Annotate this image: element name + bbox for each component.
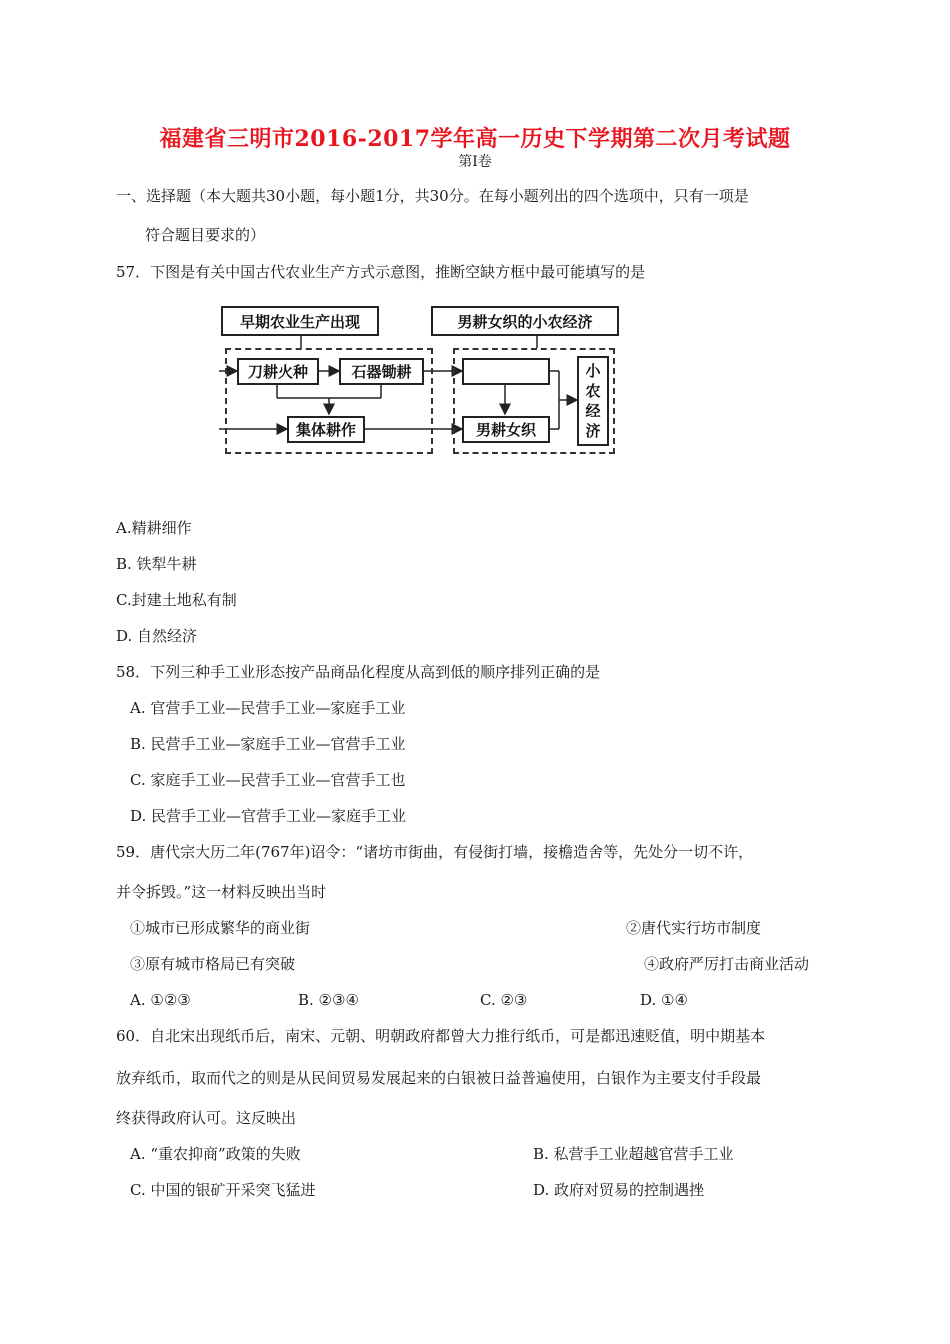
q59-option-a: A. ①②③ xyxy=(130,991,191,1009)
q59-option-c: C. ②③ xyxy=(480,991,528,1009)
diagram-box-collective-farming: 集体耕作 xyxy=(287,416,365,443)
q58-option-d: D. 民营手工业—官营手工业—家庭手工业 xyxy=(130,807,407,825)
q57-option-b: B. 铁犁牛耕 xyxy=(116,555,197,573)
q59-option-b: B. ②③④ xyxy=(298,991,359,1009)
q57-option-d: D. 自然经济 xyxy=(116,627,198,645)
q57-stem: 57．下图是有关中国古代农业生产方式示意图，推断空缺方框中最可能填写的是 xyxy=(116,263,646,281)
diagram-box-stone-hoe: 石器锄耕 xyxy=(339,358,424,385)
q60-stem-line2: 放弃纸币，取而代之的则是从民间贸易发展起来的白银被日益普遍使用，白银作为主要支付手段最 xyxy=(116,1069,762,1087)
q59-stem-line1: 59．唐代宗大历二年(767年)诏令：“诸坊市街曲，有侵街打墙，接檐造舍等，先处分一切不许， xyxy=(116,843,754,861)
diagram-box-early-agriculture: 早期农业生产出现 xyxy=(221,306,379,336)
section-instruction-line1: 一、选择题（本大题共30小题，每小题1分，共30分。在每小题列出的四个选项中，只有一项是 xyxy=(116,187,749,205)
diagram-box-men-farm-women-weave: 男耕女织 xyxy=(462,416,550,443)
q59-item-1: ①城市已形成繁华的商业街 xyxy=(130,919,311,937)
vertical-char: 经 xyxy=(585,402,601,420)
vertical-char: 小 xyxy=(585,362,601,380)
q59-item-4: ④政府严厉打击商业活动 xyxy=(644,955,810,973)
q57-option-a: A.精耕细作 xyxy=(116,519,192,537)
q57-option-c: C.封建土地私有制 xyxy=(116,591,237,609)
q60-stem-line1: 60．自北宋出现纸币后，南宋、元朝、明朝政府都曾大力推行纸币，可是都迅速贬值，明中期基本 xyxy=(116,1027,766,1045)
q60-option-d: D. 政府对贸易的控制遇挫 xyxy=(533,1181,705,1199)
q58-option-b: B. 民营手工业—家庭手工业—官营手工业 xyxy=(130,735,406,753)
q59-item-2: ②唐代实行坊市制度 xyxy=(626,919,762,937)
q58-option-c: C. 家庭手工业—民营手工业—官营手工也 xyxy=(130,771,406,789)
diagram-box-blank xyxy=(462,358,550,385)
page-subtitle: 第Ⅰ卷 xyxy=(458,154,492,170)
q58-option-a: A. 官营手工业—民营手工业—家庭手工业 xyxy=(130,699,406,717)
q58-stem: 58．下列三种手工业形态按产品商品化程度从高到低的顺序排列正确的是 xyxy=(116,663,601,681)
q60-option-c: C. 中国的银矿开采突飞猛进 xyxy=(130,1181,316,1199)
page-title: 福建省三明市2016-2017学年高一历史下学期第二次月考试题 xyxy=(159,126,791,152)
q60-stem-line3: 终获得政府认可。这反映出 xyxy=(116,1109,297,1127)
vertical-char: 济 xyxy=(585,422,601,440)
q59-option-d: D. ①④ xyxy=(640,991,688,1009)
diagram-box-small-peasant-economy: 男耕女织的小农经济 xyxy=(431,306,619,336)
q59-stem-line2: 并令拆毁。”这一材料反映出当时 xyxy=(116,883,327,901)
q60-option-b: B. 私营手工业超越官营手工业 xyxy=(533,1145,734,1163)
section-instruction-line2: 符合题目要求的） xyxy=(145,226,266,244)
q60-option-a: A. “重农抑商”政策的失败 xyxy=(130,1145,301,1163)
vertical-char: 农 xyxy=(585,382,601,400)
q57-diagram xyxy=(219,304,619,458)
diagram-box-small-peasant-vertical xyxy=(577,356,609,446)
q59-item-3: ③原有城市格局已有突破 xyxy=(130,955,296,973)
diagram-box-slash-burn: 刀耕火种 xyxy=(237,358,319,385)
